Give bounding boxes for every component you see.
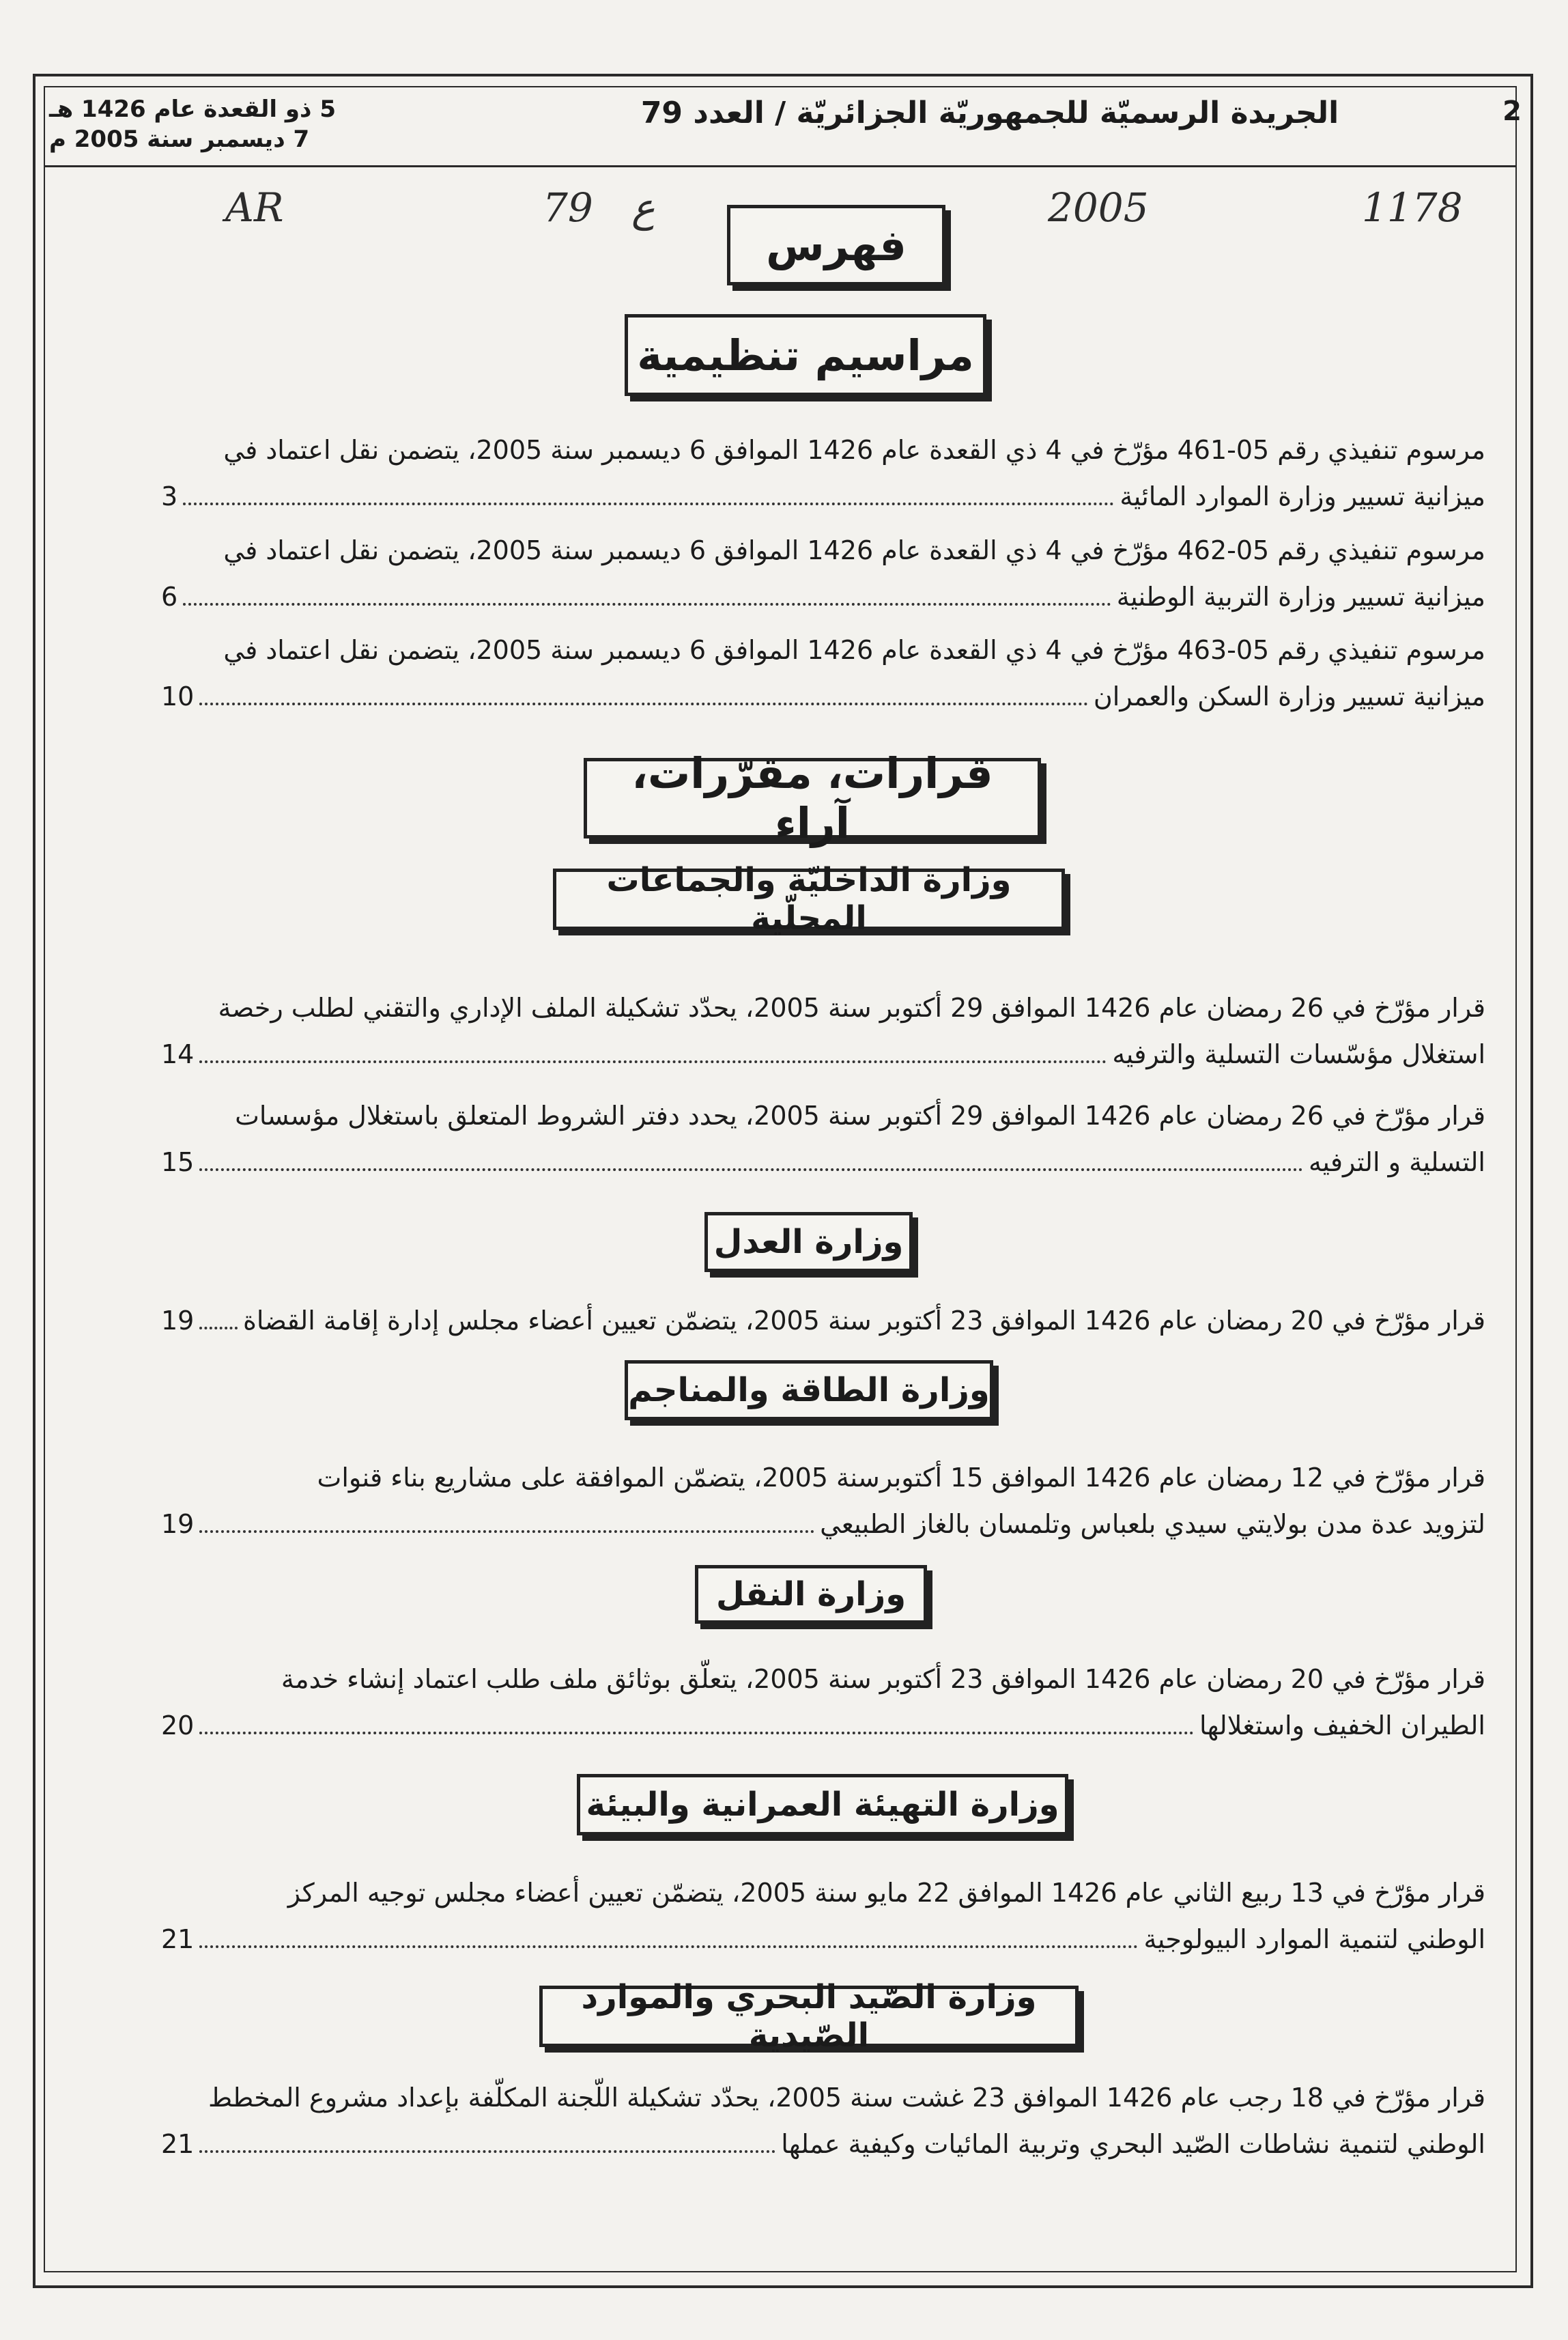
ministry-title-transport: وزارة النقل: [695, 1565, 927, 1624]
ministry-title-fisheries: وزارة الصّيد البحري والموارد الصّيدية: [539, 1986, 1079, 2047]
entry-line1: قرار مؤرّخ في 20 رمضان عام 1426 الموافق 23 أكتوبر سنة 2005، يتضمّن تعيين أعضاء مجلس إدارة إقامة القضاة: [243, 1306, 1485, 1336]
entry-page: 19: [161, 1509, 195, 1539]
index-entry: [161, 1870, 1485, 1962]
entry-page: 10: [161, 681, 195, 711]
index-entry: [161, 1297, 1485, 1344]
index-entry: [161, 1656, 1485, 1749]
section-title-decrees: مراسيم تنظيمية: [625, 314, 986, 396]
entry-line1: مرسوم تنفيذي رقم 05-463 مؤرّخ في 4 ذي القعدة عام 1426 الموافق 6 ديسمبر سنة 2005، يتضمن نقل اعتماد في: [223, 635, 1485, 665]
leader-dots: [199, 1945, 1138, 1948]
entry-line1: قرار مؤرّخ في 26 رمضان عام 1426 الموافق 29 أكتوبر سنة 2005، يحدد دفتر الشروط المتعلق باستغلال مؤسسات: [235, 1101, 1485, 1131]
entry-line2: الوطني لتنمية نشاطات الصّيد البحري وتربية المائيات وكيفية عملها: [781, 2129, 1485, 2159]
leader-dots: [199, 1327, 238, 1329]
handwritten-year: 2005: [1048, 184, 1149, 231]
handwritten-ar: AR: [225, 184, 284, 231]
ministry-title-interior: وزارة الداخليّة والجماعات المحلّية: [553, 869, 1065, 930]
entry-line1: مرسوم تنفيذي رقم 05-461 مؤرّخ في 4 ذي القعدة عام 1426 الموافق 6 ديسمبر سنة 2005، يتضمن نقل اعتماد في: [223, 435, 1485, 465]
leader-dots: [199, 703, 1088, 705]
leader-dots: [183, 503, 1114, 505]
journal-title: الجريدة الرسميّة للجمهوريّة الجزائريّة / العدد 79: [640, 96, 1339, 130]
index-entry: [161, 627, 1485, 720]
issue-date-hijri: 5 ذو القعدة عام 1426 هـ: [49, 96, 336, 123]
entry-line1: قرار مؤرّخ في 18 رجب عام 1426 الموافق 23 غشت سنة 2005، يحدّد تشكيلة اللّجنة المكلّفة بإعداد مشروع المخطط: [208, 2083, 1485, 2113]
entry-line1: مرسوم تنفيذي رقم 05-462 مؤرّخ في 4 ذي القعدة عام 1426 الموافق 6 ديسمبر سنة 2005، يتضمن نقل اعتماد في: [223, 535, 1485, 565]
index-entry: [161, 2074, 1485, 2167]
entry-line2: ميزانية تسيير وزارة التربية الوطنية: [1116, 582, 1485, 612]
entry-line2: ميزانية تسيير وزارة الموارد المائية: [1120, 481, 1485, 511]
index-entry: [161, 527, 1485, 620]
entry-page: 20: [161, 1710, 195, 1740]
entry-line2: الوطني لتنمية الموارد البيولوجية: [1143, 1924, 1485, 1954]
entry-line1: قرار مؤرّخ في 12 رمضان عام 1426 الموافق 15 أكتوبرسنة 2005، يتضمّن الموافقة على مشاريع بناء قنوات: [317, 1463, 1485, 1493]
index-title: فهرس: [727, 205, 945, 285]
index-entry: [161, 427, 1485, 520]
entry-page: 14: [161, 1039, 195, 1069]
entry-line1: قرار مؤرّخ في 20 رمضان عام 1426 الموافق 23 أكتوبر سنة 2005، يتعلّق بوثائق ملف طلب اعتماد إنشاء خدمة: [281, 1664, 1485, 1694]
header-rule: [44, 165, 1515, 167]
entry-page: 21: [161, 2129, 195, 2159]
leader-dots: [183, 603, 1111, 606]
entry-line2: ميزانية تسيير وزارة السكن والعمران: [1093, 681, 1485, 711]
entry-line1: قرار مؤرّخ في 26 رمضان عام 1426 الموافق 29 أكتوبر سنة 2005، يحدّد تشكيلة الملف الإداري والتقني لطلب رخصة: [218, 993, 1485, 1023]
entry-line1: قرار مؤرّخ في 13 ربيع الثاني عام 1426 الموافق 22 مايو سنة 2005، يتضمّن تعيين أعضاء مجلس توجيه المركز: [287, 1878, 1485, 1908]
entry-line2: استغلال مؤسّسات التسلية والترفيه: [1112, 1039, 1485, 1069]
entry-page: 15: [161, 1147, 195, 1177]
leader-dots: [199, 1060, 1107, 1063]
entry-line2: الطيران الخفيف واستغلالها: [1199, 1710, 1485, 1740]
handwritten-number: 1178: [1362, 184, 1463, 231]
leader-dots: [199, 1530, 814, 1533]
entry-line2: التسلية و الترفيه: [1308, 1147, 1485, 1177]
ministry-title-energy: وزارة الطاقة والمناجم: [625, 1360, 993, 1420]
handwritten-ain: ع: [631, 184, 655, 231]
issue-date-gregorian: 7 ديسمبر سنة 2005 م: [49, 126, 310, 153]
page-number: 2: [1502, 96, 1522, 127]
entry-page: 3: [161, 481, 178, 511]
leader-dots: [199, 1732, 1194, 1734]
leader-dots: [199, 1168, 1303, 1171]
ministry-title-environment: وزارة التهيئة العمرانية والبيئة: [577, 1774, 1068, 1835]
entry-line2: لتزويد عدة مدن بولايتي سيدي بلعباس وتلمسان بالغاز الطبيعي: [820, 1509, 1485, 1539]
issue-date: [49, 94, 390, 154]
index-entry: [161, 1454, 1485, 1547]
handwritten-79: 79: [543, 184, 593, 231]
leader-dots: [199, 2150, 775, 2153]
ministry-title-justice: وزارة العدل: [704, 1212, 913, 1272]
entry-page: 6: [161, 582, 178, 612]
entry-page: 19: [161, 1306, 195, 1336]
section-title-decisions: قرارات، مقرّرات، آراء: [584, 758, 1041, 838]
index-entry: [161, 1093, 1485, 1185]
index-entry: [161, 985, 1485, 1077]
entry-page: 21: [161, 1924, 195, 1954]
